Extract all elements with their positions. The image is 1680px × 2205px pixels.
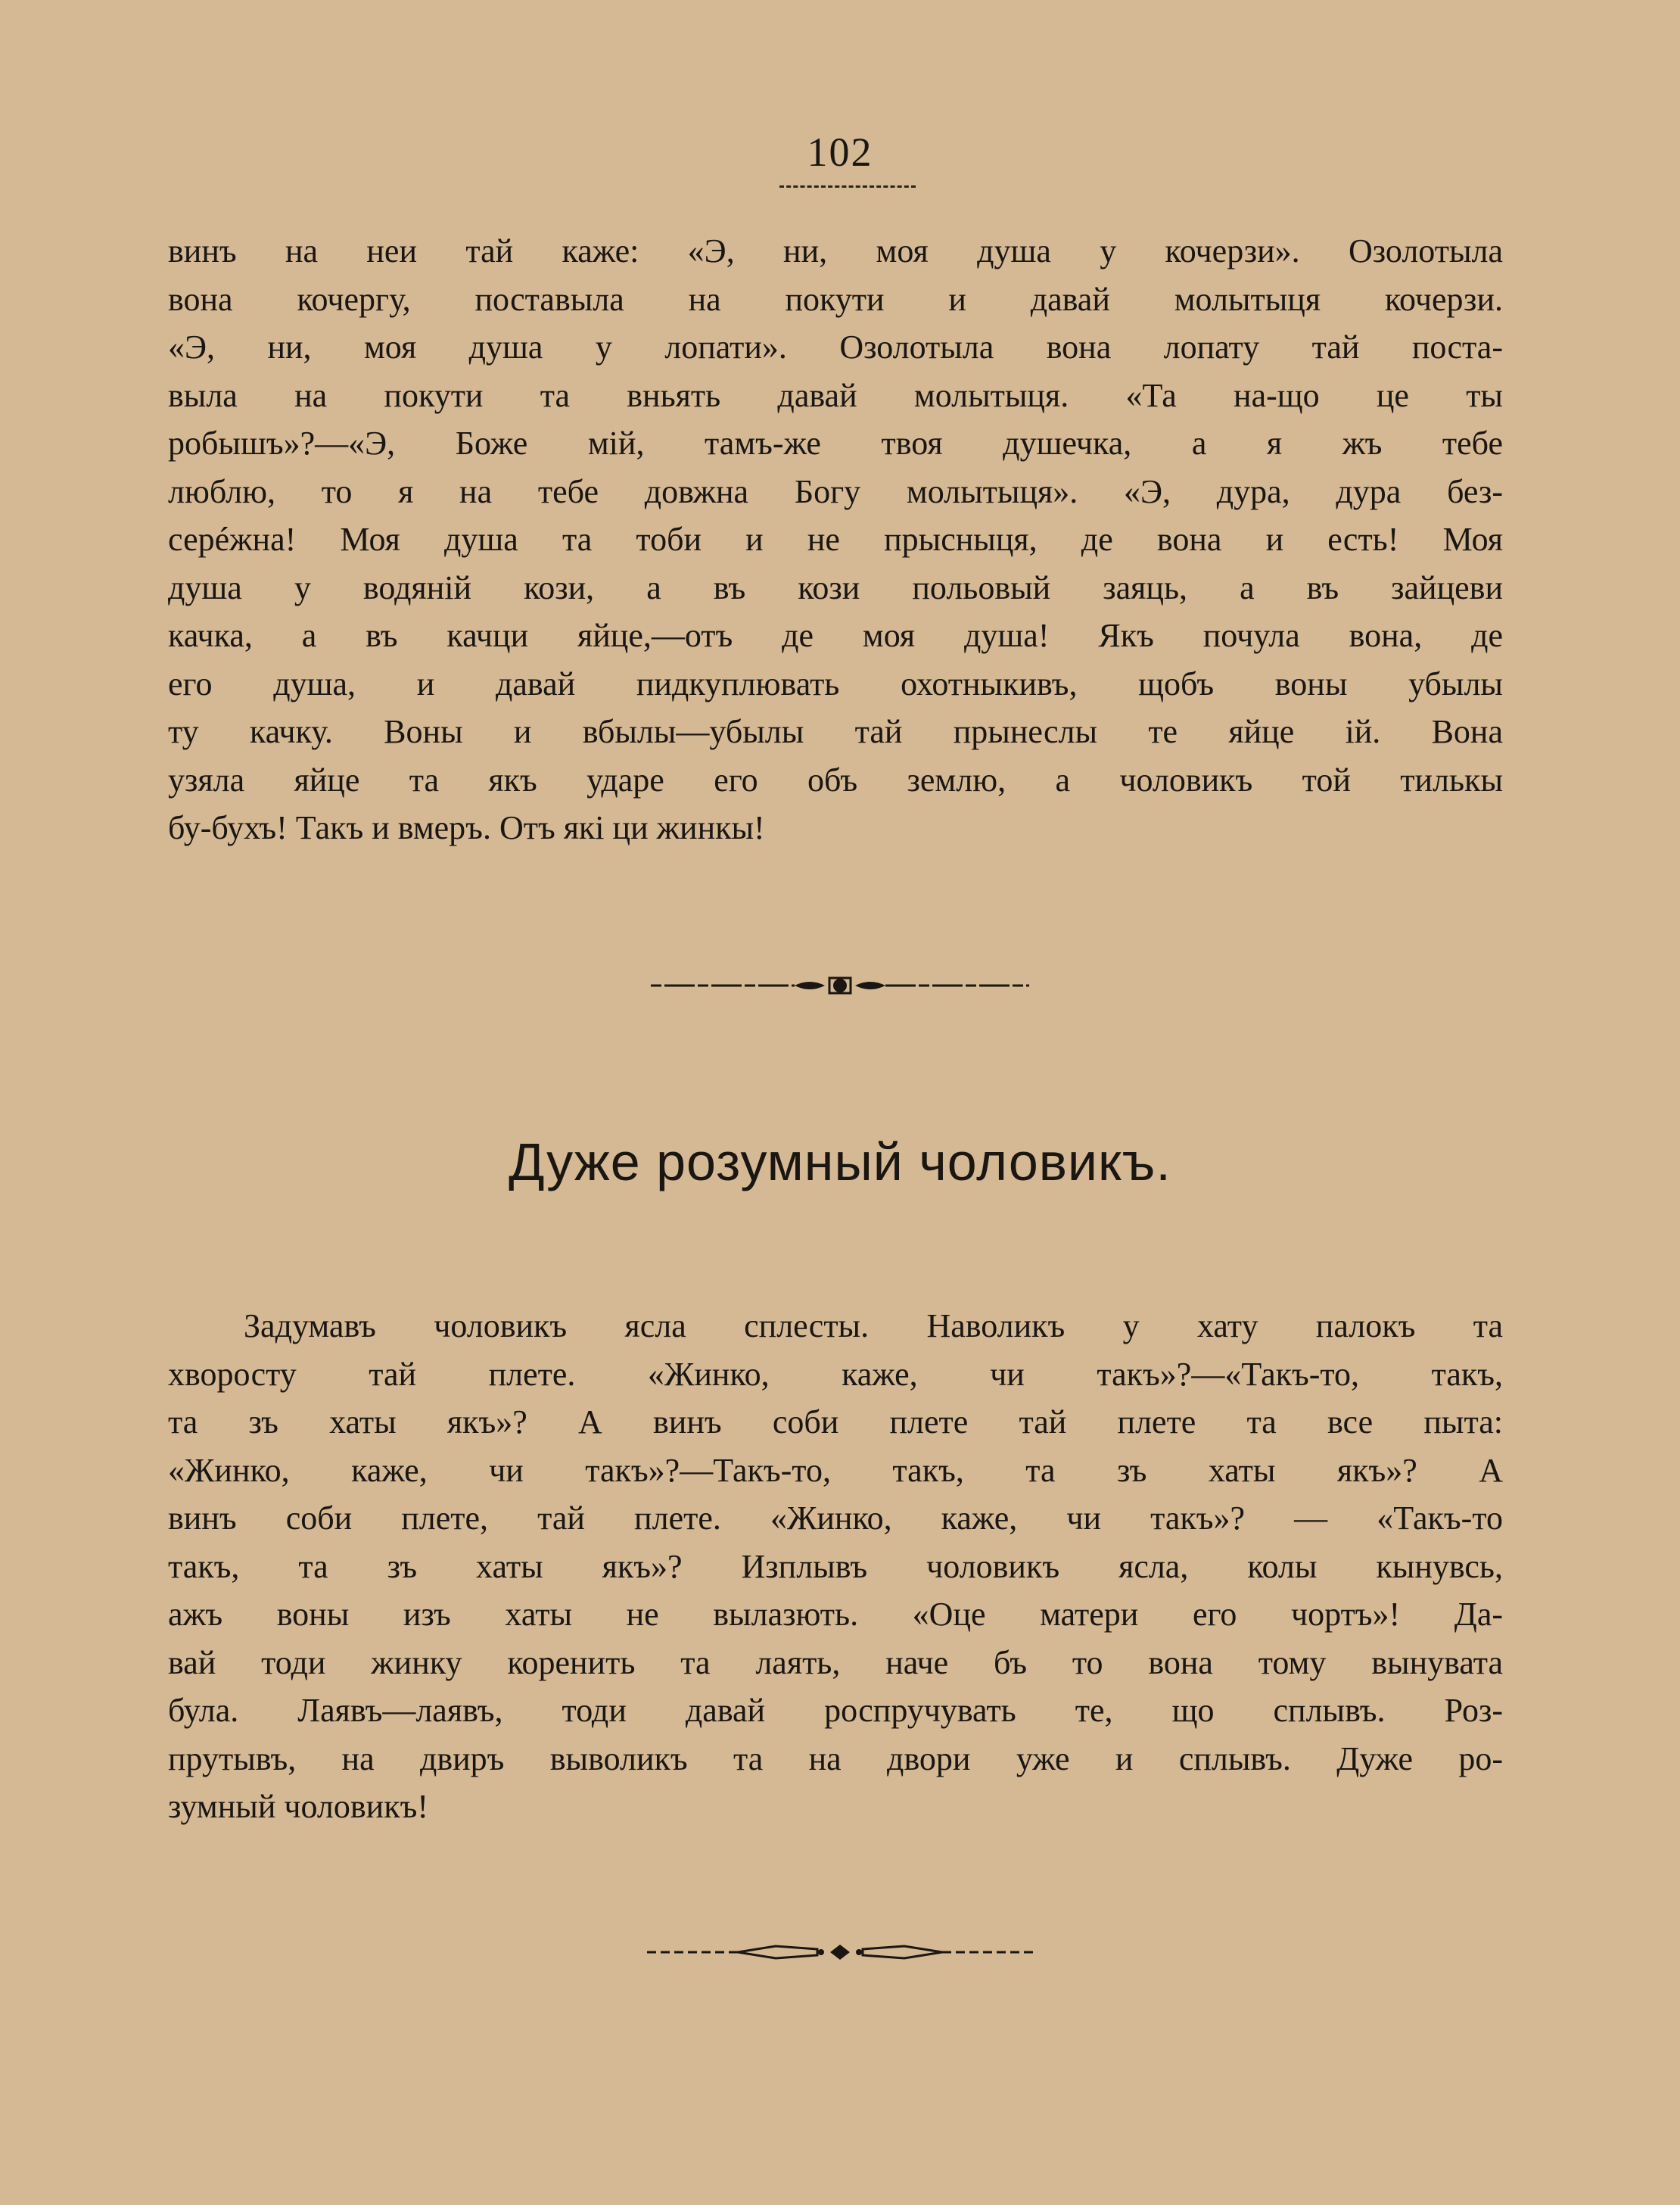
- text-line: его душа, и давай пидкуплювать охотныкивъ, щобъ воны убылы: [168, 665, 1503, 702]
- text-line: «Э, ни, моя душа у лопати». Озолотыла вона лопату тай поста-: [168, 329, 1503, 366]
- text-line: хворосту тай плете. «Жинко, каже, чи такъ»?—«Такъ-то, такъ,: [168, 1355, 1503, 1393]
- page-number-rule: [779, 185, 916, 188]
- text-line: «Жинко, каже, чи такъ»?—Такъ-то, такъ, та зъ хаты якъ»? А: [168, 1451, 1503, 1489]
- text-line: выла на покути та вньять давай молытыця. «Та на-що це ты: [168, 376, 1503, 414]
- text-line: Задумавъ чоловикъ ясла сплесты. Наволикъ у хату палокъ та: [244, 1307, 1503, 1344]
- text-line: ажъ воны изъ хаты не вылазють. «Оце матери его чортъ»! Да-: [168, 1596, 1503, 1633]
- text-line: вона кочергу, поставыла на покути и давай молытыця кочерзи.: [168, 280, 1503, 318]
- text-line: вай тоди жинку коренить та лаять, наче бъ то вона тому вынувата: [168, 1643, 1503, 1681]
- ornament-divider-bottom: [647, 1943, 1033, 1961]
- text-line: винъ соби плете, тай плете. «Жинко, каже, чи такъ»? — «Такъ-то: [168, 1500, 1503, 1537]
- text-line: зумный чоловикъ!: [168, 1788, 428, 1825]
- text-line: качка, а въ качци яйце,—отъ де моя душа! Якъ почула вона, де: [168, 617, 1503, 654]
- text-line: та зъ хаты якъ»? А винъ соби плете тай плете та все пыта:: [168, 1403, 1503, 1440]
- section-paragraph: [168, 1302, 1503, 1831]
- ornament-divider-top: [651, 976, 1029, 995]
- text-line: узяла яйце та якъ ударе его объ землю, а чоловикъ той тилькы: [168, 761, 1503, 799]
- text-line: люблю, то я на тебе довжна Богу молытыця». «Э, дура, дура без-: [168, 472, 1503, 510]
- text-line: серéжна! Моя душа та тоби и не прысныця, де вона и есть! Моя: [168, 521, 1503, 558]
- page-number: 102: [807, 129, 873, 175]
- text-line: душа у водяній кози, а въ кози польовый заяць, а въ зайцеви: [168, 568, 1503, 606]
- text-line: винъ на неи тай каже: «Э, ни, моя душа у кочерзи». Озолотыла: [168, 232, 1503, 269]
- text-line: прутывъ, на двиръ выволикъ та на двори уже и сплывъ. Дуже ро-: [168, 1739, 1503, 1777]
- text-line: такъ, та зъ хаты якъ»? Изплывъ чоловикъ ясла, колы кынувсь,: [168, 1547, 1503, 1585]
- text-line: робышъ»?—«Э, Боже мій, тамъ-же твоя душечка, а я жъ тебе: [168, 425, 1503, 462]
- story-ending-paragraph: [168, 227, 1503, 852]
- text-line: була. Лаявъ—лаявъ, тоди давай роспручувать те, що сплывъ. Роз-: [168, 1692, 1503, 1729]
- text-line: бу-бухъ! Такъ и вмеръ. Отъ які ци жинкы!: [168, 809, 765, 846]
- text-line: ту качку. Воны и вбылы—убылы тай прынеслы те яйце ій. Вона: [168, 713, 1503, 750]
- section-title: Дуже розумный чоловикъ.: [509, 1132, 1171, 1191]
